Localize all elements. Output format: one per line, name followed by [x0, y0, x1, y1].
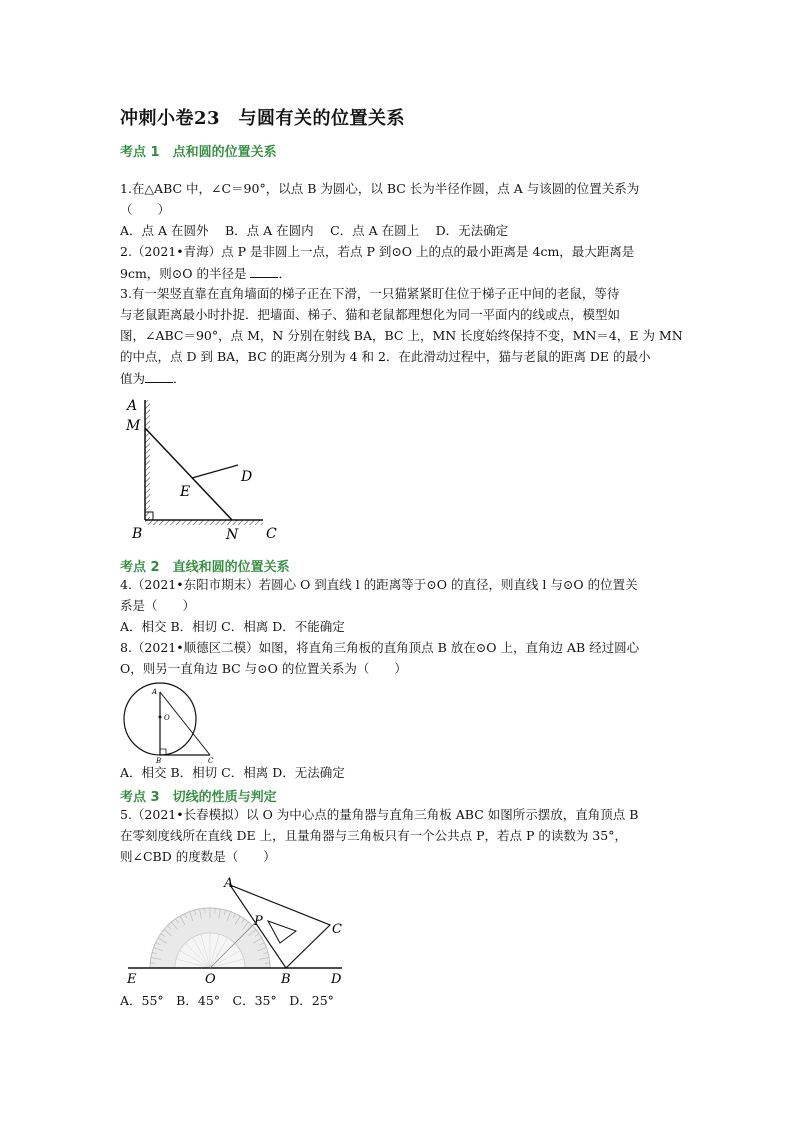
circle-triangle-figure [118, 682, 228, 764]
q8-options: A．相交 B．相切 C．相离 D．无法确定 [120, 765, 345, 780]
label-n: N [226, 527, 239, 542]
label-m: M [126, 418, 141, 434]
label-a: A [127, 398, 138, 414]
label-o: O [205, 972, 216, 985]
label-o: O [164, 714, 170, 722]
q1-line-1: 1.在△ABC 中，∠C＝90°，以点 B 为圆心，以 BC 长为半径作圆，点 A 与该圆的位置关系为 [120, 181, 640, 196]
center-point [159, 716, 162, 719]
page-title: 冲刺小卷23 与圆有关的位置关系 [120, 108, 406, 129]
section-heading-3: 考点 3 切线的性质与判定 [120, 790, 277, 805]
q3-end: ． [173, 371, 186, 386]
q3-line-1: 3.有一架竖直靠在直角墙面的梯子正在下滑，一只猫紧紧盯住位于梯子正中间的老鼠，等待 [120, 286, 620, 301]
label-b: B [132, 526, 143, 542]
q5-line-1: 5.（2021•长春模拟）以 O 为中心点的量角器与直角三角板 ABC 如图所示摆放，直角顶点 B [120, 807, 639, 822]
protractor-figure [120, 873, 350, 985]
q3-line-4: 的中点，点 D 到 BA，BC 的距离分别为 4 和 2．在此滑动过程中，猫与老鼠的距离 DE 的最小 [120, 349, 651, 364]
q4-line-2: 系是（ ） [120, 598, 196, 613]
label-e: E [127, 972, 137, 985]
q5-options: A．55° B．45° C．35° D．25° [120, 993, 334, 1008]
label-b: B [281, 972, 291, 985]
label-d: D [331, 972, 342, 985]
q3-line-2: 与老鼠距离最小时扑捉．把墙面、梯子、猫和老鼠都理想化为同一平面内的线或点，模型如 [120, 307, 621, 322]
q8-line-2: O，则另一直角边 BC 与⊙O 的位置关系为（ ） [120, 661, 407, 676]
answer-blank [250, 265, 278, 278]
q1-line-2: （ ） [120, 202, 171, 217]
q2-end: ． [278, 266, 291, 281]
segment-de [192, 465, 238, 478]
label-a: A [152, 688, 158, 696]
label-a: A [224, 876, 234, 891]
q8-line-1: 8.（2021•顺德区二模）如图，将直角三角板的直角顶点 B 放在⊙O 上，直角边 AB 经过圆心 [120, 640, 640, 655]
label-c: C [266, 526, 277, 542]
label-c: C [332, 922, 342, 937]
label-d: D [241, 469, 253, 485]
q4-line-1: 4.（2021•东阳市期末）若圆心 O 到直线 l 的距离等于⊙O 的直径，则直线 l 与⊙O 的位置关 [120, 577, 638, 592]
set-square-inner [268, 921, 296, 943]
q2-text: 9cm，则⊙O 的半径是 [120, 266, 251, 281]
label-e: E [180, 484, 191, 500]
q2-line-2 [120, 265, 291, 282]
answer-blank [145, 370, 173, 383]
q5-line-3: 则∠CBD 的度数是（ ） [120, 849, 276, 864]
q1-options: A．点 A 在圆外 B．点 A 在圆内 C．点 A 在圆上 D．无法确定 [120, 223, 509, 238]
section-heading-1: 考点 1 点和圆的位置关系 [120, 145, 277, 160]
q3-text: 值为 [120, 371, 146, 386]
label-b: B [156, 757, 162, 764]
label-p: P [254, 914, 263, 929]
q5-line-2: 在零刻度线所在直线 DE 上，且量角器与三角板只有一个公共点 P，若点 P 的读数为 35°， [120, 828, 627, 843]
ladder-figure [122, 392, 287, 542]
ladder-mn [145, 428, 232, 520]
section-heading-2: 考点 2 直线和圆的位置关系 [120, 560, 290, 575]
label-c: C [208, 757, 214, 764]
q4-options: A．相交 B．相切 C．相离 D．不能确定 [120, 619, 345, 634]
q3-line-3: 图，∠ABC＝90°，点 M，N 分别在射线 BA，BC 上，MN 长度始终保持不变，MN＝4，E 为 MN [120, 328, 683, 343]
q2-line-1: 2.（2021•青海）点 P 是非圆上一点，若点 P 到⊙O 上的点的最小距离是 4cm，最大距离是 [120, 244, 635, 259]
q3-line-5 [120, 370, 186, 387]
